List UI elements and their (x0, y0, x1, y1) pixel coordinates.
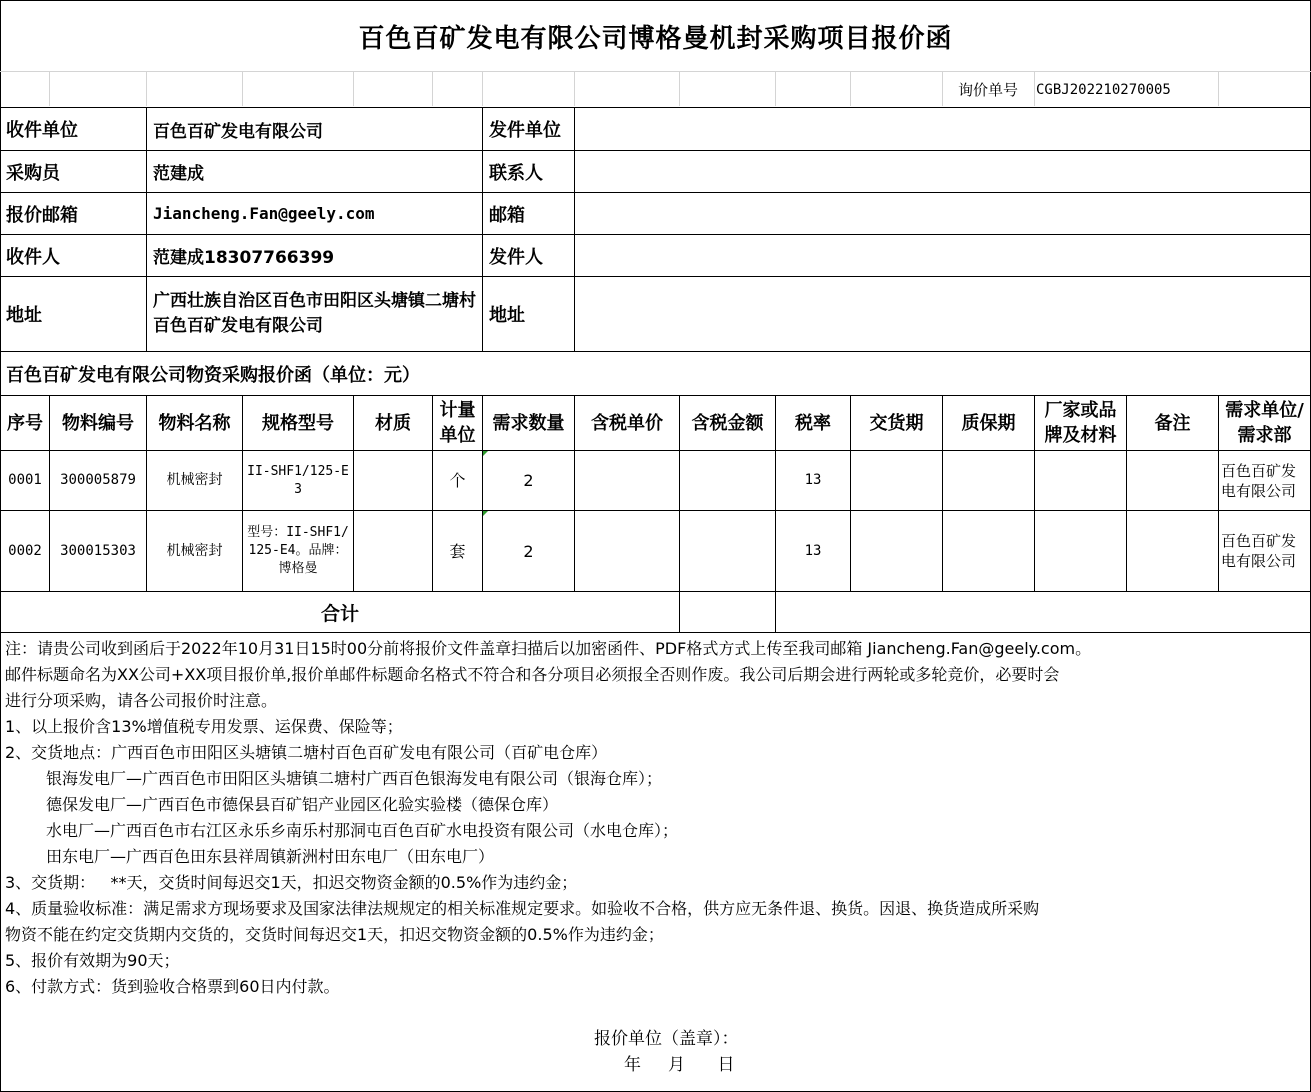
total-value[interactable] (680, 592, 775, 632)
email-label: 邮箱 (489, 204, 525, 226)
col-header-code: 物料编号 (62, 412, 134, 434)
note-4b: 物资不能在约定交货期内交货的，交货时间每迟交1天，扣迟交物资金额的0.5%作为违约金； (5, 925, 664, 944)
quote-email-value: Jiancheng.Fan@geely.com (153, 204, 375, 223)
table-cell-delivery[interactable] (851, 511, 942, 591)
table-cell-amount[interactable] (680, 451, 775, 510)
col-header-price: 含税单价 (591, 412, 663, 434)
table-cell-material (354, 511, 432, 591)
note-intro-1: 注：请贵公司收到函后于2022年10月31日15时00分前将报价文件盖章扫描后以加密函件、PDF格式方式上传至我司邮箱 Jiancheng.Fan@geely.com。 (5, 639, 1092, 658)
table-cell-no: 0002 (8, 542, 42, 559)
table-cell-brand[interactable] (1035, 451, 1126, 510)
table-cell-dept: 百色百矿发电有限公司 (1221, 461, 1297, 500)
table-cell-qty[interactable]: 2 (523, 541, 534, 561)
table-cell-delivery[interactable] (851, 451, 942, 510)
col-header-dept: 需求单位/需求部 (1225, 400, 1304, 446)
signature-date-label: 年 月 日 (624, 1055, 735, 1075)
sender-label: 发件人 (489, 246, 543, 268)
recipient-value: 范建成18307766399 (153, 248, 335, 268)
col-header-brand: 厂家或品牌及材料 (1044, 400, 1117, 446)
buyer-value: 范建成 (153, 164, 204, 184)
note-3: 3、交货期： **天，交货时间每迟交1天，扣迟交物资金额的0.5%作为违约金； (5, 873, 578, 892)
total-label: 合计 (320, 602, 359, 625)
address2-value (575, 277, 1310, 351)
note-intro-2: 邮件标题命名为XX公司+XX项目报价单,报价单邮件标题命名格式不符合和各分项目必须报全否则作废。我公司后期会进行两轮或多轮竞价，必要时会 (5, 665, 1060, 684)
email-value (575, 193, 1310, 234)
col-header-unit: 计量单位 (439, 400, 476, 446)
note-intro-3: 进行分项采购，请各公司报价时注意。 (5, 691, 278, 710)
table-cell-brand[interactable] (1035, 511, 1126, 591)
sender-value (575, 235, 1310, 276)
note-1: 1、以上报价含13%增值税专用发票、运保费、保险等； (5, 717, 403, 736)
note-6: 6、付款方式：货到验收合格票到60日内付款。 (5, 977, 340, 996)
contact-label: 联系人 (489, 162, 543, 184)
table-cell-material (354, 451, 432, 510)
recipient-label: 收件人 (6, 246, 60, 268)
address-value: 广西壮族自治区百色市田阳区头塘镇二塘村百色百矿发电有限公司 (153, 291, 476, 336)
inquiry-number: CGBJ202210270005 (1036, 81, 1171, 98)
receiver-unit-value: 百色百矿发电有限公司 (153, 121, 323, 142)
table-cell-tax: 13 (804, 542, 822, 559)
col-header-material: 材质 (375, 412, 411, 434)
table-cell-warranty[interactable] (943, 511, 1034, 591)
col-header-no: 序号 (7, 412, 43, 434)
note-4a: 4、质量验收标准：满足需求方现场要求及国家法律法规规定的相关标准规定要求。如验收不合格，供方应无条件退、换货。因退、换货造成所采购 (5, 899, 1040, 918)
table-cell-code: 300015303 (60, 542, 136, 559)
table-cell-unit: 套 (449, 541, 466, 561)
col-header-amount: 含税金额 (691, 412, 764, 434)
col-header-spec: 规格型号 (262, 412, 334, 434)
sender-unit-value (575, 108, 1310, 150)
quote-email-label: 报价邮箱 (6, 204, 78, 226)
note-2c: 水电厂—广西百色市右江区永乐乡南乐村那洞屯百色百矿水电投资有限公司（水电仓库）； (46, 821, 679, 840)
col-header-name: 物料名称 (158, 412, 231, 434)
inquiry-label: 询价单号 (957, 81, 1018, 99)
address-label: 地址 (6, 305, 42, 326)
table-cell-spec: II-SHF1/125-E3 (247, 463, 349, 497)
page-title: 百色百矿发电有限公司博格曼机封采购项目报价函 (358, 23, 953, 54)
buyer-label: 采购员 (6, 162, 60, 184)
note-2b: 德保发电厂—广西百色市德保县百矿铝产业园区化验实验楼（德保仓库） (46, 795, 559, 814)
table-cell-unit: 个 (449, 471, 466, 490)
table-cell-amount[interactable] (680, 511, 775, 591)
sender-unit-label: 发件单位 (489, 120, 561, 141)
table-cell-remark[interactable] (1127, 511, 1218, 591)
table-cell-remark[interactable] (1127, 451, 1218, 510)
table-cell-qty[interactable]: 2 (523, 471, 534, 490)
table-cell-price[interactable] (575, 451, 679, 510)
table-cell-warranty[interactable] (943, 451, 1034, 510)
col-header-delivery: 交货期 (869, 412, 924, 434)
note-2a: 银海发电厂—广西百色市田阳区头塘镇二塘村广西百色银海发电有限公司（银海仓库）； (46, 769, 663, 788)
table-cell-tax: 13 (804, 472, 822, 488)
col-header-tax: 税率 (795, 412, 831, 434)
table-cell-code: 300005879 (60, 472, 136, 488)
receiver-unit-label: 收件单位 (6, 120, 78, 141)
table-cell-name: 机械密封 (166, 472, 223, 488)
table-cell-spec: 型号：II-SHF1/125-E4。品牌：博格曼 (247, 525, 349, 576)
note-2: 2、交货地点：广西百色市田阳区头塘镇二塘村百色百矿发电有限公司（百矿电仓库） (5, 743, 608, 762)
contact-value (575, 151, 1310, 192)
signature-unit-label: 报价单位（盖章）： (594, 1029, 739, 1049)
address2-label: 地址 (489, 305, 525, 326)
note-2d: 田东电厂—广西百色田东县祥周镇新洲村田东电厂（田东电厂） (46, 847, 495, 866)
table-cell-no: 0001 (8, 472, 42, 488)
col-header-remark: 备注 (1154, 412, 1191, 434)
table-cell-dept: 百色百矿发电有限公司 (1221, 532, 1297, 570)
col-header-warranty: 质保期 (961, 412, 1016, 434)
table-cell-price[interactable] (575, 511, 679, 591)
col-header-qty: 需求数量 (492, 412, 565, 434)
note-5: 5、报价有效期为90天； (5, 951, 180, 970)
section-title: 百色百矿发电有限公司物资采购报价函（单位：元） (6, 364, 420, 386)
table-cell-name: 机械密封 (166, 542, 223, 559)
